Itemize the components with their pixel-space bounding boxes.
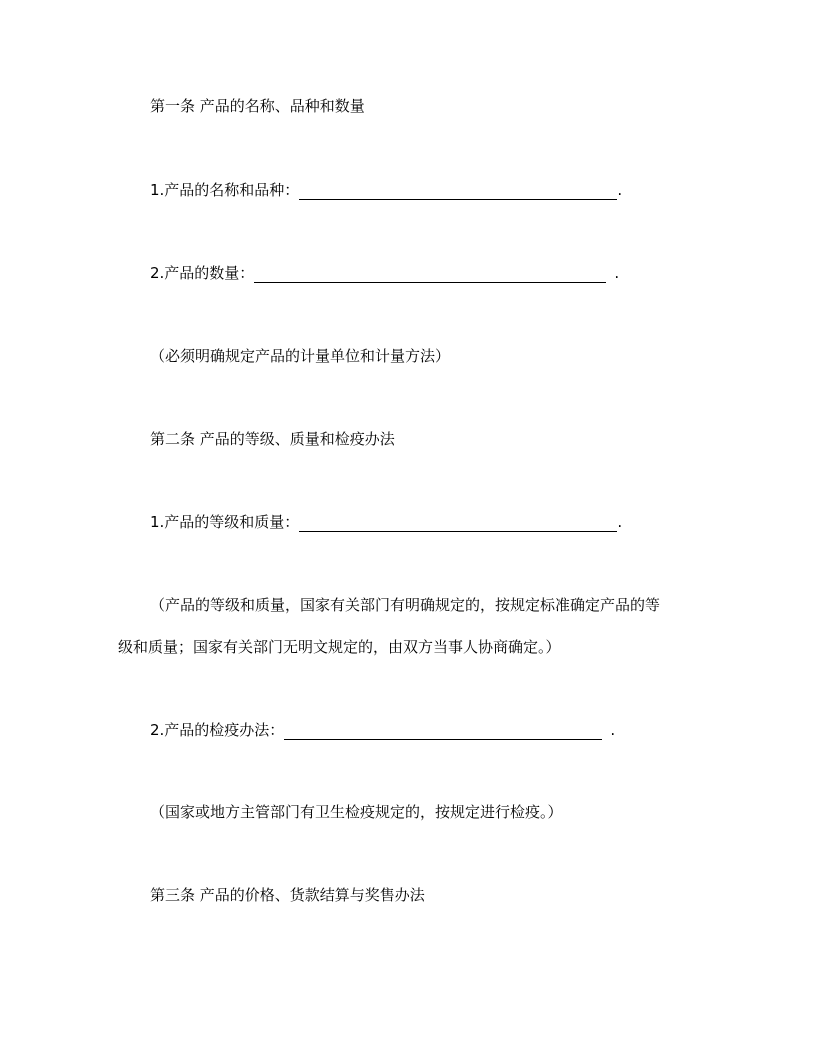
article1-item1-label: 1.产品的名称和品种：: [150, 181, 300, 199]
article1-item1-blank: [299, 183, 617, 200]
article3-heading: 第三条 产品的价格、货款结算与奖售办法: [150, 886, 425, 904]
article2-item2-end: .: [610, 721, 616, 739]
article1-item1: [150, 180, 622, 200]
article1-item1-end: .: [617, 181, 623, 199]
article2-item1-label: 1.产品的等级和质量：: [150, 513, 300, 531]
article2-note-line2: 级和质量；国家有关部门无明文规定的，由双方当事人协商确定。）: [118, 638, 561, 656]
article2-item2: [150, 720, 615, 740]
article2-note-line1: （产品的等级和质量，国家有关部门有明确规定的，按规定标准确定产品的等: [150, 596, 661, 614]
article2-item1: [150, 512, 622, 532]
article2-item1-blank: [299, 515, 617, 532]
article2-item1-end: .: [617, 513, 623, 531]
article1-item2: [150, 263, 619, 283]
article1-item2-end: .: [614, 264, 620, 282]
article2-item2-blank: [284, 723, 602, 740]
article2-note2: （国家或地方主管部门有卫生检疫规定的，按规定进行检疫。）: [150, 803, 563, 821]
article2-heading: 第二条 产品的等级、质量和检疫办法: [150, 430, 395, 448]
article1-item2-blank: [254, 266, 606, 283]
article1-item2-label: 2.产品的数量：: [150, 264, 255, 282]
article1-heading: 第一条 产品的名称、品种和数量: [150, 97, 365, 115]
article1-note: （必须明确规定产品的计量单位和计量方法）: [150, 347, 451, 365]
article2-item2-label: 2.产品的检疫办法：: [150, 721, 285, 739]
